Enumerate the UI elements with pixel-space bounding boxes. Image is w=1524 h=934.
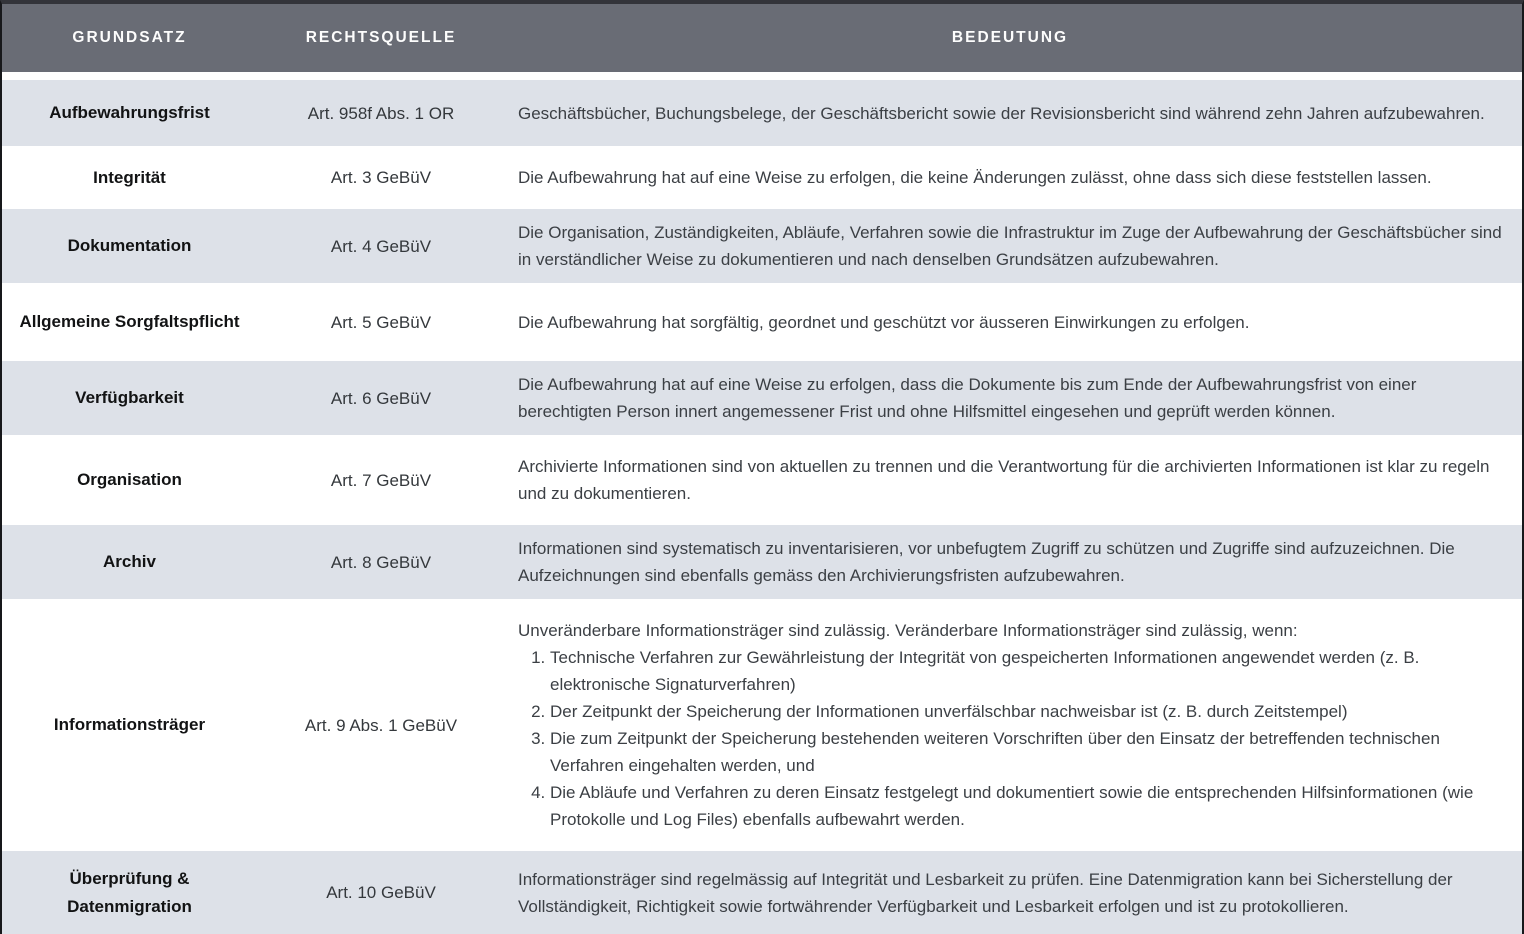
bedeutung-cell: Informationsträger sind regelmässig auf Integrität und Lesbarkeit zu prüfen. Eine Datenmigration kann bei Sicherstellung der Vollständigkeit, Richtigkeit sowie fortwährender Verfügbarkeit und Lesbarkeit erfolgen und ist zu protokollieren. — [518, 869, 1453, 916]
column-header-grundsatz: GRUNDSATZ — [72, 29, 187, 46]
bedeutung-cell: Archivierte Informationen sind von aktuellen zu trennen und die Verantwortung für die archivierten Informationen ist klar zu regeln und zu dokumentieren. — [518, 457, 1490, 503]
bedeutung-list-item: 4. Die Abläufe und Verfahren zu deren Einsatz festgelegt und dokumentiert sowie die entsprechenden Hilfsinformationen (wie Protokolle und Log Files) ebenfalls aufbewahrt werden. — [550, 779, 1502, 833]
rechtsquelle-cell: Art. 4 GeBüV — [330, 236, 432, 256]
rechtsquelle-cell: Art. 958f Abs. 1 OR — [307, 103, 455, 123]
column-header-rechtsquelle: RECHTSQUELLE — [305, 29, 457, 46]
rechtsquelle-cell: Art. 5 GeBüV — [330, 312, 432, 332]
bedeutung-cell: Die Aufbewahrung hat auf eine Weise zu erfolgen, dass die Dokumente bis zum Ende der Aufbewahrungsfrist von einer berechtigten Person innert angemessener Frist und ohne Hilfsmittel eingesehen und geprüft werden können. — [518, 375, 1417, 421]
rechtsquelle-cell: Art. 3 GeBüV — [330, 168, 432, 187]
table-row-archiv — [2, 517, 1522, 599]
rechtsquelle-cell: Art. 9 Abs. 1 GeBüV — [304, 715, 458, 735]
grundsatz-cell: Archiv — [103, 552, 156, 571]
bedeutung-cell: Informationen sind systematisch zu inventarisieren, vor unbefugtem Zugriff zu schützen und Zugriffe sind aufzuzeichnen. Die Aufzeichnungen sind ebenfalls gemäss den Archivierungsfristen aufzubewahren. — [518, 539, 1455, 585]
table-row-allgemeine-sorgfaltspflicht — [2, 283, 1522, 353]
grundsatz-cell: Dokumentation — [67, 236, 192, 255]
grundsatz-cell: Organisation — [77, 470, 182, 489]
grundsatz-cell: Integrität — [93, 167, 166, 187]
table-row-ueberpruefung-datenmigration — [2, 843, 1522, 934]
table-row-informationstraeger — [2, 599, 1522, 843]
bedeutung-cell — [505, 607, 1522, 843]
rechtsquelle-cell: Art. 8 GeBüV — [330, 552, 432, 572]
table-row-dokumentation — [2, 201, 1522, 283]
rechtsquelle-cell: Art. 10 GeBüV — [326, 883, 436, 902]
bedeutung-intro: Unveränderbare Informationsträger sind zulässig. Veränderbare Informationsträger sind zulässig, wenn: — [518, 621, 1298, 640]
bedeutung-list-item: 3. Die zum Zeitpunkt der Speicherung bestehenden weiteren Vorschriften über den Einsatz der betreffenden technischen Verfahren eingehalten werden, und — [550, 725, 1502, 779]
bedeutung-numbered-list — [518, 644, 1502, 833]
bedeutung-cell: Die Aufbewahrung hat auf eine Weise zu erfolgen, die keine Änderungen zulässt, ohne dass sich diese feststellen lassen. — [518, 168, 1432, 187]
rechtsquelle-cell: Art. 6 GeBüV — [330, 388, 432, 408]
grundsatz-cell: Informationsträger — [53, 715, 206, 734]
column-header-bedeutung: BEDEUTUNG — [951, 29, 1069, 46]
table-header-row — [2, 4, 1522, 72]
table-row-aufbewahrungsfrist — [2, 72, 1522, 146]
table-row-integritaet — [2, 146, 1522, 201]
bedeutung-cell: Die Aufbewahrung hat sorgfältig, geordnet und geschützt vor äusseren Einwirkungen zu erfolgen. — [518, 312, 1250, 332]
table-row-verfuegbarkeit — [2, 353, 1522, 435]
grundsatz-cell: Allgemeine Sorgfaltspflicht — [19, 312, 240, 331]
grundsatz-cell: Verfügbarkeit — [75, 388, 184, 407]
grundsatz-cell: Überprüfung & Datenmigration — [67, 868, 192, 916]
grundsatz-cell: Aufbewahrungsfrist — [49, 103, 210, 122]
table-row-organisation — [2, 435, 1522, 517]
bedeutung-list-item: 1. Technische Verfahren zur Gewährleistung der Integrität von gespeicherten Informationen angewendet werden (z. B. elektronische Signaturverfahren) — [550, 644, 1502, 698]
bedeutung-cell: Die Organisation, Zuständigkeiten, Abläufe, Verfahren sowie die Infrastruktur im Zuge der Aufbewahrung der Geschäftsbücher sind in verständlicher Weise zu dokumentieren und nach denselben Grundsätzen aufzubewahren. — [518, 223, 1502, 269]
bedeutung-list-item: 2. Der Zeitpunkt der Speicherung der Informationen unverfälschbar nachweisbar ist (z. B. durch Zeitstempel) — [550, 698, 1502, 725]
bedeutung-cell: Geschäftsbücher, Buchungsbelege, der Geschäftsbericht sowie der Revisionsbericht sind während zehn Jahren aufzubewahren. — [518, 103, 1485, 123]
rechtsquelle-cell: Art. 7 GeBüV — [330, 470, 432, 490]
